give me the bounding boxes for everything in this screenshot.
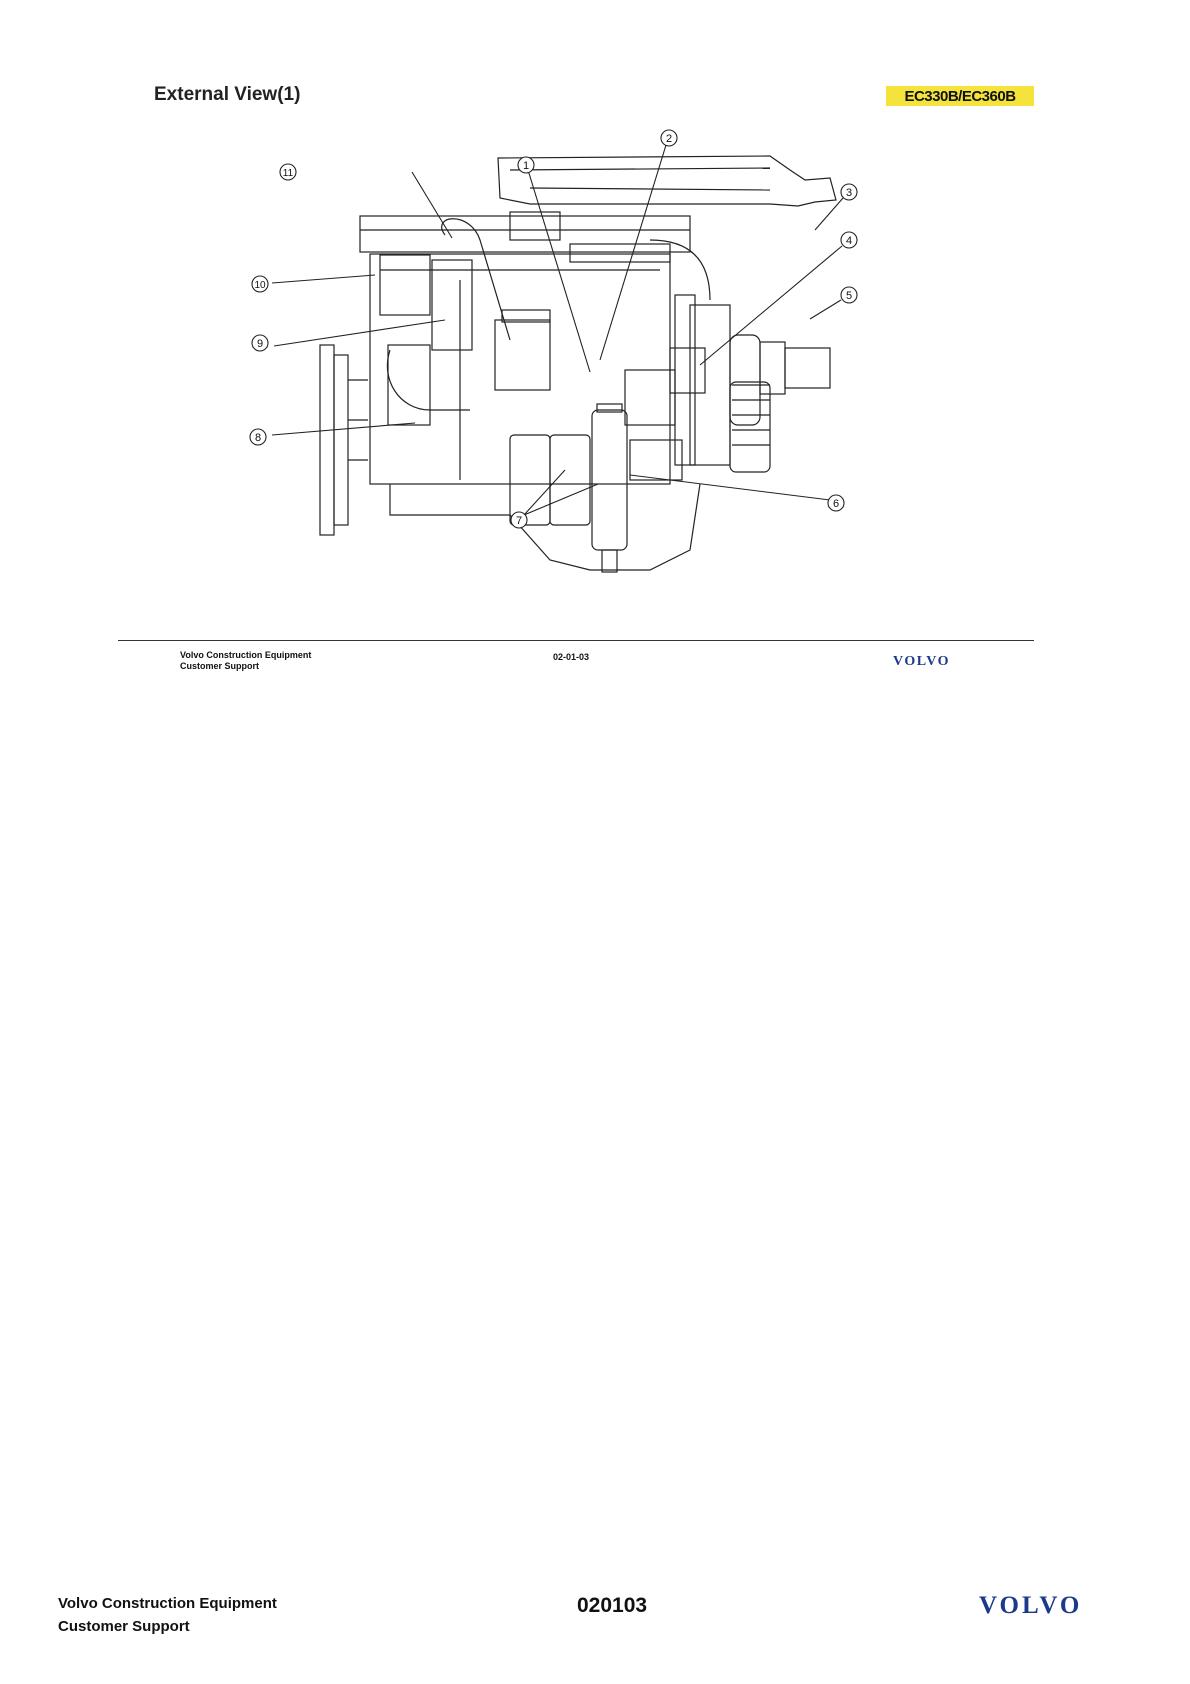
page-footer-org-line1: Volvo Construction Equipment <box>58 1595 277 1612</box>
footer-org-line2: Customer Support <box>180 661 260 671</box>
footer-divider <box>118 640 1034 641</box>
callout-label: 6 <box>832 498 840 510</box>
callout-label: 2 <box>665 133 673 145</box>
page-number: 020103 <box>577 1594 648 1617</box>
page-footer-organization <box>58 1592 277 1638</box>
callout-label: 4 <box>845 235 853 247</box>
callout-label: 1 <box>522 160 530 172</box>
callout-label: 11 <box>282 168 294 179</box>
callout-label: 5 <box>845 290 853 302</box>
volvo-logo-large: VOLVO <box>979 1592 1083 1619</box>
volvo-logo: VOLVO <box>893 654 950 669</box>
callout-label: 10 <box>254 280 266 291</box>
footer-section-code: 02-01-03 <box>553 652 590 662</box>
footer-organization <box>180 650 311 672</box>
callout-label: 9 <box>256 338 264 350</box>
model-badge: EC330B/EC360B <box>886 86 1034 106</box>
callout-label: 3 <box>845 187 853 199</box>
footer-org-line1: Volvo Construction Equipment <box>180 650 312 660</box>
callout-label: 8 <box>254 432 262 444</box>
engine-external-view-diagram <box>230 120 853 600</box>
callout-label: 7 <box>515 515 523 527</box>
page-title: External View(1) <box>154 84 301 105</box>
page-footer-org-line2: Customer Support <box>58 1618 190 1635</box>
